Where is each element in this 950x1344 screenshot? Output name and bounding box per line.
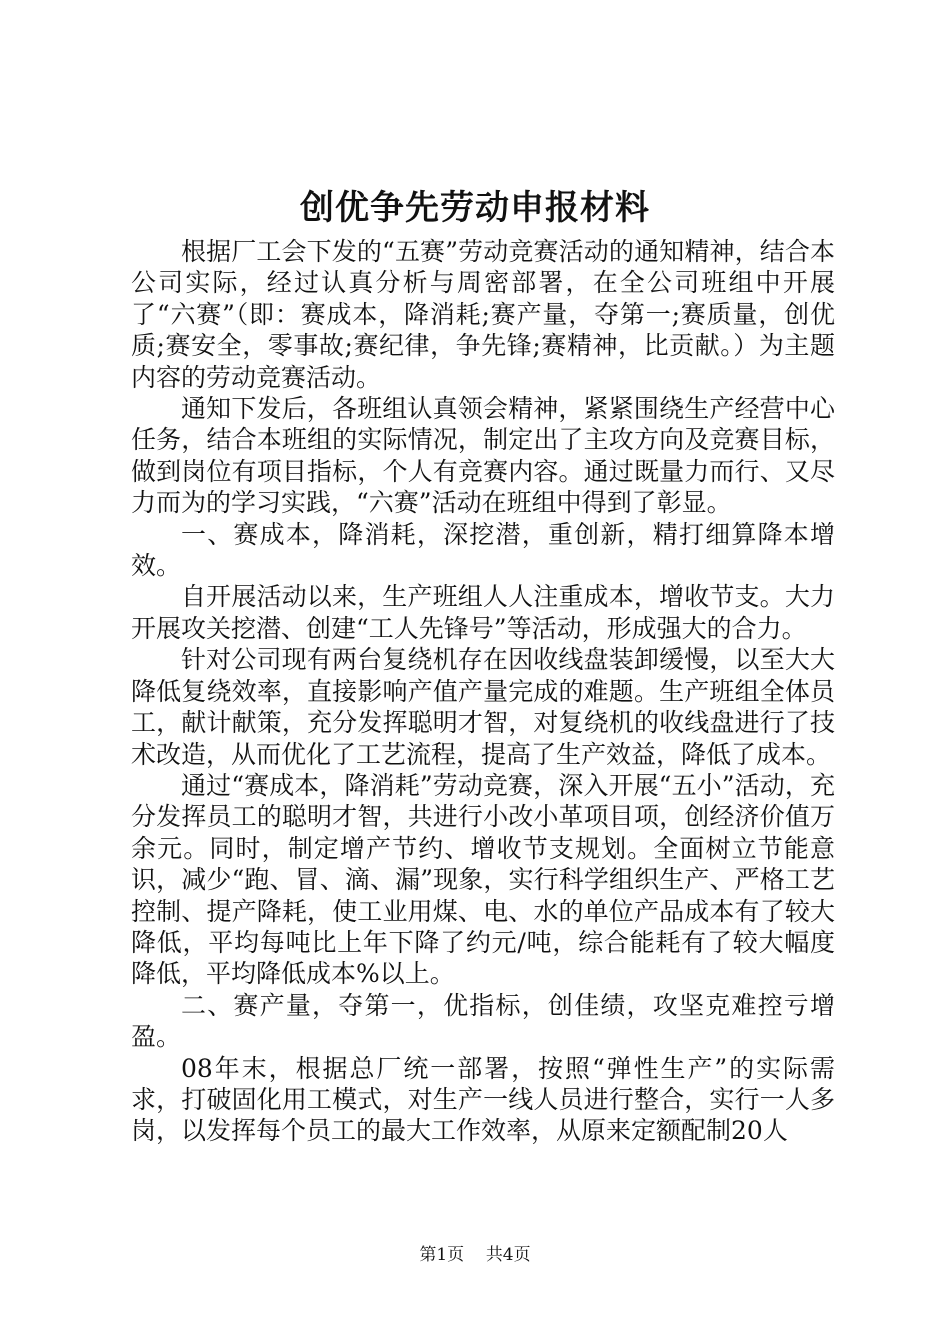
paragraph: 通知下发后，各班组认真领会精神，紧紧围绕生产经营中心任务，结合本班组的实际情况，制定出了主攻方向及竞赛目标，做到岗位有项目指标，个人有竞赛内容。通过既量力而行、又尽力而为的学习实践，“六赛”活动在班组中得到了彰显。	[131, 394, 835, 518]
page-total: 共4页	[485, 1245, 531, 1265]
paragraph: 根据厂工会下发的“五赛”劳动竞赛活动的通知精神，结合本公司实际，经过认真分析与周密部署，在全公司班组中开展了“六赛”（即：赛成本，降消耗;赛产量，夺第一;赛质量，创优质;赛安全，零事故;赛纪律，争先锋;赛精神，比贡献。）为主题内容的劳动竞赛活动。	[131, 237, 835, 392]
paragraph: 针对公司现有两台复绕机存在因收线盘装卸缓慢，以至大大降低复绕效率，直接影响产值产量完成的难题。生产班组全体员工，献计献策，充分发挥聪明才智，对复绕机的收线盘进行了技术改造，从而优化了工艺流程，提高了生产效益，降低了成本。	[131, 645, 835, 769]
section-heading: 二、赛产量，夺第一，优指标，创佳绩，攻坚克难控亏增盈。	[131, 990, 835, 1052]
document-title: 创优争先劳动申报材料	[300, 188, 650, 228]
document-body	[131, 236, 835, 1147]
paragraph: 通过“赛成本，降消耗”劳动竞赛，深入开展“五小”活动，充分发挥员工的聪明才智，共进行小改小革项目项，创经济价值万余元。同时，制定增产节约、增收节支规划。全面树立节能意识，减少“跑、冒、滴、漏”现象，实行科学组织生产、严格工艺控制、提产降耗，使工业用煤、电、水的单位产品成本有了较大降低，平均每吨比上年下降了约元/吨，综合能耗有了较大幅度降低，平均降低成本%以上。	[131, 770, 835, 989]
section-heading: 一、赛成本，降消耗，深挖潜，重创新，精打细算降本增效。	[131, 519, 835, 581]
paragraph: 自开展活动以来，生产班组人人注重成本，增收节支。大力开展攻关挖潜、创建“工人先锋号”等活动，形成强大的合力。	[131, 582, 835, 643]
paragraph: 08年末，根据总厂统一部署，按照“弹性生产”的实际需求，打破固化用工模式，对生产一线人员进行整合，实行一人多岗，以发挥每个员工的最大工作效率，从原来定额配制20人	[131, 1053, 835, 1146]
page-number: 第1页	[419, 1245, 465, 1265]
page-separator	[470, 1245, 481, 1265]
page-footer	[0, 1243, 950, 1267]
